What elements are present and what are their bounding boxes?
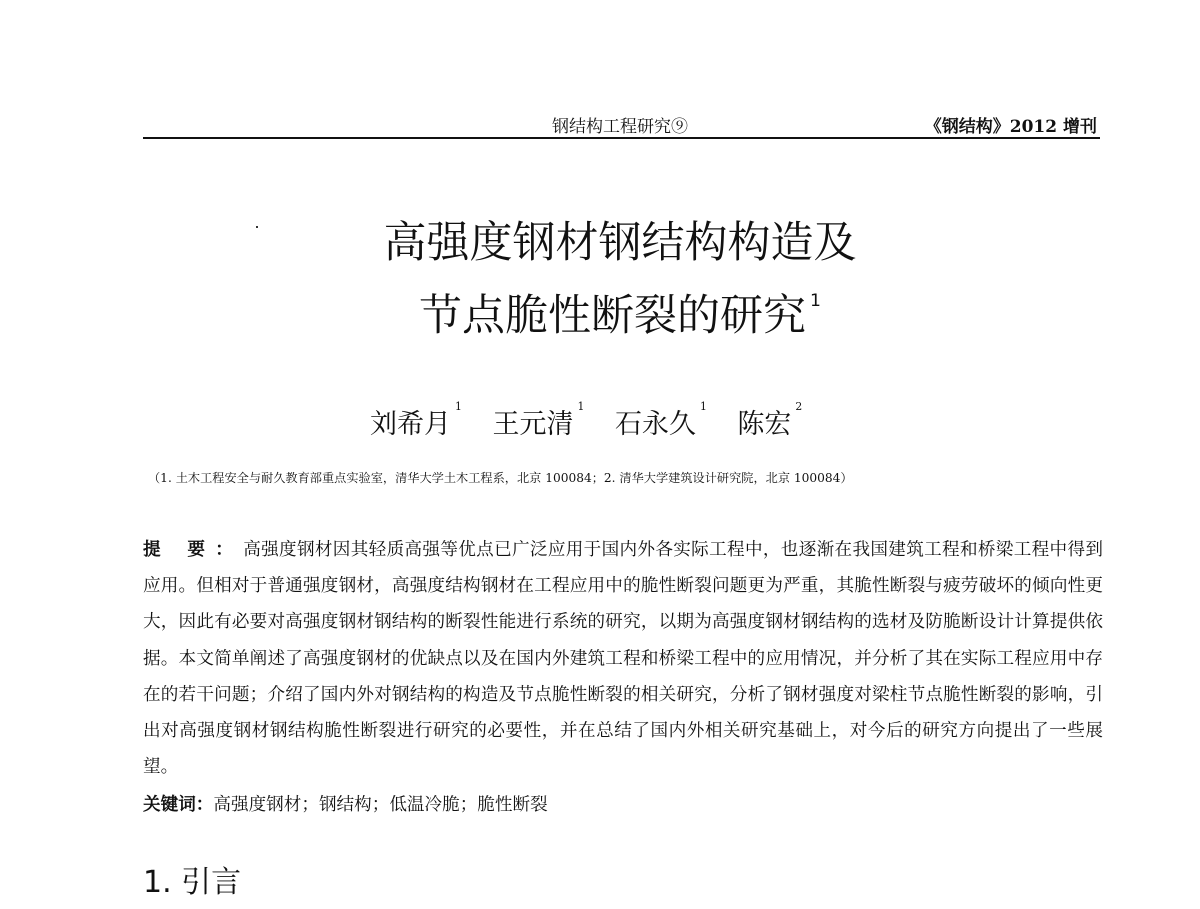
author-name: 陈宏 [737, 409, 792, 440]
author-name: 王元清 [492, 409, 574, 440]
author [737, 400, 803, 440]
header-rule [143, 137, 1100, 139]
abstract-label: 提 要： [143, 539, 244, 560]
title-footnote-mark: 1 [810, 291, 821, 311]
abstract-text: 高强度钢材因其轻质高强等优点已广泛应用于国内外各实际工程中，也逐渐在我国建筑工程和桥梁工程中得到应用。但相对于普通强度钢材，高强度结构钢材在工程应用中的脆性断裂问题更为严重，其脆性断裂与疲劳破坏的倾向性更大，因此有必要对高强度钢材钢结构的断裂性能进行系统的研究，以期为高强度钢材钢结构的选材及防脆断设计计算提供依据。本文简单阐述了高强度钢材的优缺点以及在国内外建筑工程和桥梁工程中的应用情况，并分析了其在实际工程应用中存在的若干问题；介绍了国内外对钢结构的构造及节点脆性断裂的相关研究，分析了钢材强度对梁柱节点脆性断裂的影响，引出对高强度钢材钢结构脆性断裂进行研究的必要性，并在总结了国内外相关研究基础上，对今后的研究方向提出了一些展望。 [143, 540, 1103, 778]
author [492, 400, 585, 440]
author [614, 400, 707, 440]
affiliations: （1. 土木工程安全与耐久教育部重点实验室，清华大学土木工程系，北京 100084；2. 清华大学建筑设计研究院，北京 100084） [148, 471, 853, 485]
abstract [143, 532, 1103, 785]
keywords-label: 关键词： [143, 794, 214, 815]
author-affiliation-mark: 1 [699, 400, 707, 413]
running-header-journal: 《钢结构》2012 增刊 [924, 117, 1097, 137]
paper-title-line-1 [0, 218, 1200, 268]
author-name: 刘希月 [370, 409, 451, 440]
paper-title-line-2 [0, 291, 1200, 341]
title-line-1-text: 高强度钢材钢结构构造及 [383, 218, 857, 268]
author-name: 石永久 [614, 409, 696, 440]
running-header-series: 钢结构工程研究⑨ [552, 117, 688, 137]
section-heading: 1. 引言 [143, 865, 242, 900]
author-affiliation-mark: 1 [455, 400, 462, 413]
title-line-2-text: 节点脆性断裂的研究 [419, 291, 807, 341]
author-affiliation-mark: 2 [795, 400, 803, 413]
author-affiliation-mark: 1 [577, 400, 585, 413]
keywords-text: 高强度钢材；钢结构；低温冷脆；脆性断裂 [213, 795, 548, 815]
author-list [370, 402, 824, 441]
author [370, 400, 462, 440]
keywords [143, 787, 548, 823]
